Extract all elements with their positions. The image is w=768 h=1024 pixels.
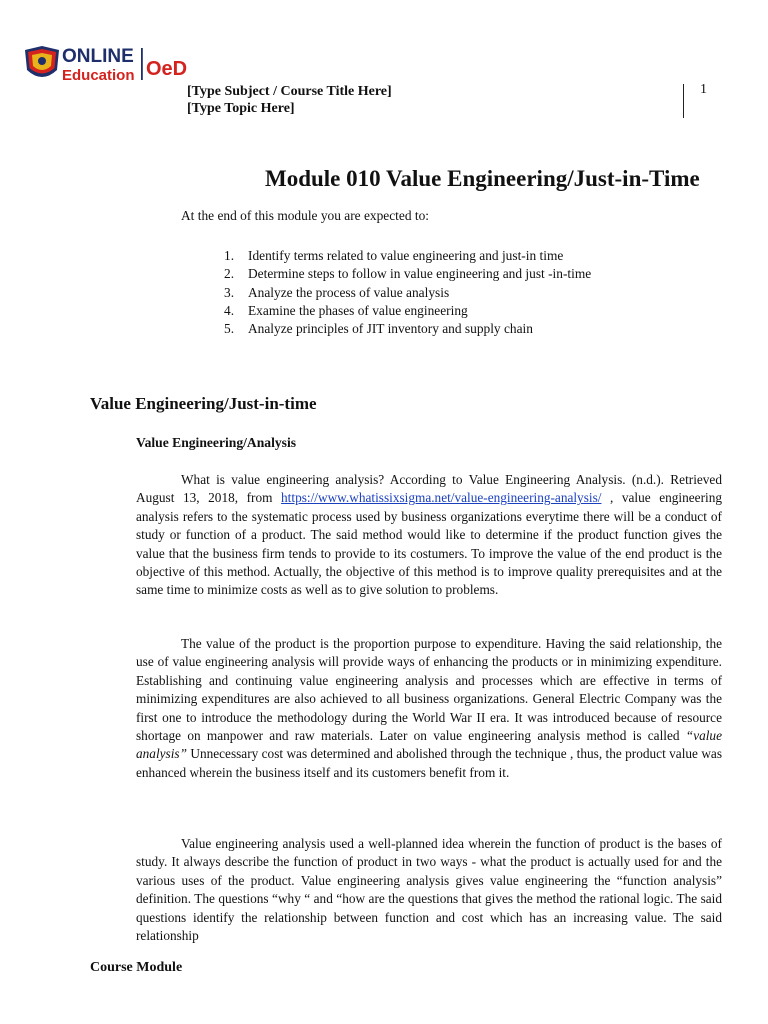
footer-course-module: Course Module — [90, 960, 183, 975]
document-header — [187, 83, 392, 117]
paragraph-1: What is value engineering analysis? According to Value Engineering Analysis. (n.d.). Retrieved August 13, 2018, from https://www.whatissixsigma.net/value-engineering-analysis/ , value engineering analysis refers to the systematic process used by business organizations everytime there will be a conduct of study or function of a product. The said method would like to determine if the product function gives the value that the business firm tends to provide to its costumers. To improve the value of the end product is the objective of this method. Actually, the objective of this method is to improve quality prerequisites and at the same time to minimize costs as well as to give solution to problems. — [136, 472, 722, 598]
subsection-heading: Value Engineering/Analysis — [136, 435, 297, 450]
oed-logo — [22, 44, 188, 86]
page-number: 1 — [700, 82, 707, 97]
logo-text-oed: OeD — [146, 58, 188, 80]
list-item: 5. Analyze principles of JIT inventory and supply chain — [224, 321, 533, 337]
section-heading: Value Engineering/Just-in-time — [90, 394, 317, 413]
list-item: 4. Examine the phases of value engineering — [224, 302, 468, 318]
list-item: 2. Determine steps to follow in value engineering and just -in-time — [224, 266, 592, 282]
module-title: Module 010 Value Engineering/Just-in-Time — [265, 166, 700, 191]
topic-placeholder: [Type Topic Here] — [187, 101, 295, 116]
paragraph-2: The value of the product is the proportion purpose to expenditure. Having the said relationship, the use of value engineering analysis will provide ways of enhancing the products or in minimizing expenditure. Establishing and continuing value engineering analysis and processes which are effective in terms of minimizing expenditures are also achieved to all business organizations. General Electric Company was the first one to introduce the methodology during the World War II era. It was introduced because of resource shortage on manpower and raw materials. Later on value engineering analysis method is called “value analysis” Unnecessary cost was determined and abolished through the technique , thus, the product value was enhanced wherein the business itself and its customers benefit from it. — [136, 636, 722, 780]
subject-placeholder: [Type Subject / Course Title Here] — [187, 84, 392, 99]
reference-link[interactable]: https://www.whatissixsigma.net/value-engineering-analysis/ — [281, 490, 602, 506]
objectives-list — [224, 247, 591, 338]
module-intro: At the end of this module you are expected to: — [181, 208, 430, 223]
list-item: 1. Identify terms related to value engineering and just-in time — [224, 248, 564, 263]
list-item: 3. Analyze the process of value analysis — [224, 284, 450, 300]
shield-icon — [25, 46, 59, 77]
logo-text-online: ONLINE — [62, 46, 134, 67]
italic-term: “value analysis” — [136, 728, 722, 762]
logo-text-education: Education — [62, 67, 135, 84]
page-number-divider — [683, 84, 684, 118]
paragraph-3: Value engineering analysis used a well-planned idea wherein the function of product is the bases of study. It always describe the function of product in two ways - what the product is actually used for and the various uses of the product. Value engineering analysis gives value engineering the “function analysis” definition. The questions “why “ and “how are the questions that gives the method the rational logic. The said questions identify the relationship between function and cost which has an increasing value. The said relationship — [136, 836, 722, 944]
